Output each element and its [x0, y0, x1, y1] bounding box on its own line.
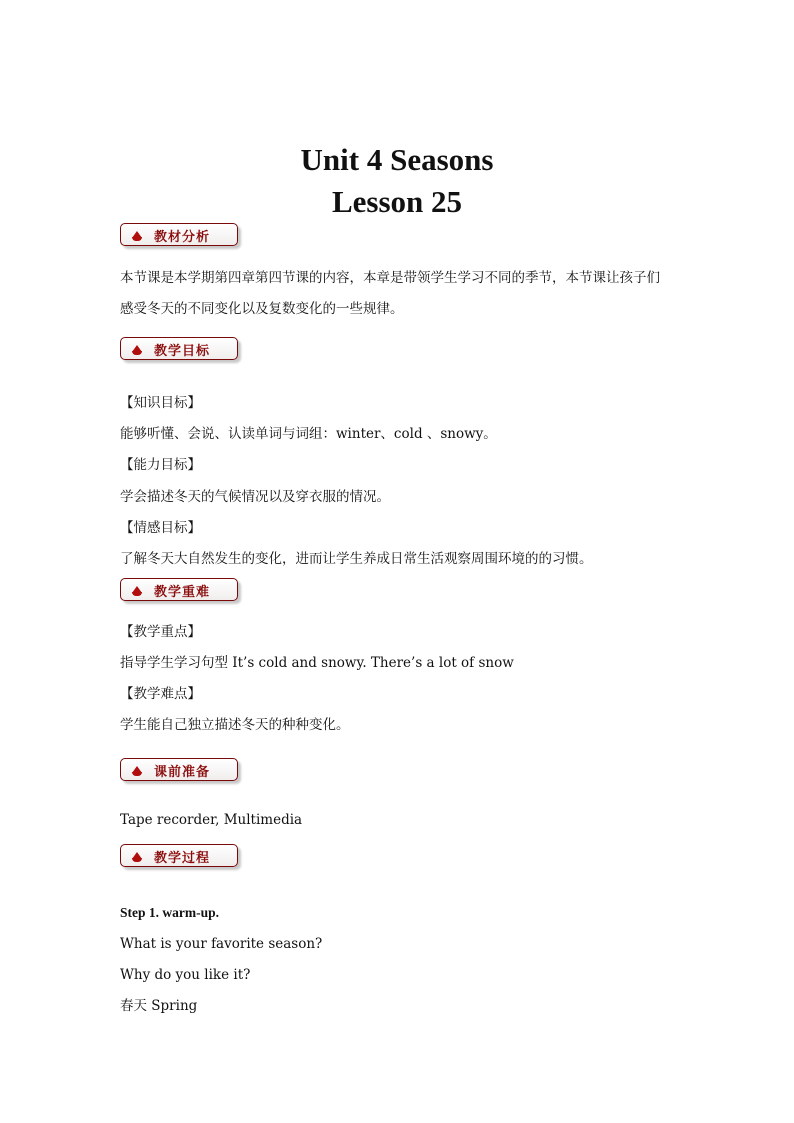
- emotion-heading: 【情感目标】: [120, 520, 201, 536]
- section-label: 教材分析: [154, 230, 211, 245]
- focus-text: 指导学生学习句型 It’s cold and snowy. There’s a lot of snow: [120, 655, 514, 671]
- doc-title: Unit 4 Seasons: [300, 142, 494, 177]
- spring-line: 春天 Spring: [120, 998, 198, 1014]
- section-label: 教学重难: [154, 585, 211, 600]
- step-1-heading: Step 1. warm-up.: [120, 905, 220, 920]
- difficulty-heading: 【教学难点】: [120, 686, 201, 702]
- question-2: Why do you like it?: [120, 967, 251, 983]
- doc-subtitle: Lesson 25: [331, 184, 463, 219]
- section-badge-keypoints: [120, 578, 244, 606]
- preparation-text: Tape recorder, Multimedia: [120, 812, 303, 828]
- knowledge-text: 能够听懂、会说、认读单词与词组：winter、cold 、snowy。: [120, 426, 497, 442]
- ability-text: 学会描述冬天的气候情况以及穿衣服的情况。: [120, 489, 390, 505]
- section-badge-process: [120, 844, 244, 872]
- question-1: What is your favorite season?: [120, 936, 323, 952]
- section-badge-preparation: [120, 758, 244, 786]
- emotion-text: 了解冬天大自然发生的变化，进而让学生养成日常生活观察周围环境的的习惯。: [120, 551, 593, 567]
- section-label: 教学过程: [154, 851, 211, 866]
- section-badge-analysis: [120, 223, 244, 251]
- difficulty-text: 学生能自己独立描述冬天的种种变化。: [120, 717, 350, 733]
- analysis-line-2: 感受冬天的不同变化以及复数变化的一些规律。: [120, 301, 404, 317]
- ability-heading: 【能力目标】: [120, 457, 201, 473]
- analysis-line-1: 本节课是本学期第四章第四节课的内容，本章是带领学生学习不同的季节，本节课让孩子们: [120, 270, 660, 286]
- section-badge-objectives: [120, 337, 244, 365]
- section-label: 课前准备: [154, 765, 211, 780]
- section-label: 教学目标: [154, 344, 211, 359]
- knowledge-heading: 【知识目标】: [120, 395, 201, 411]
- focus-heading: 【教学重点】: [120, 624, 201, 640]
